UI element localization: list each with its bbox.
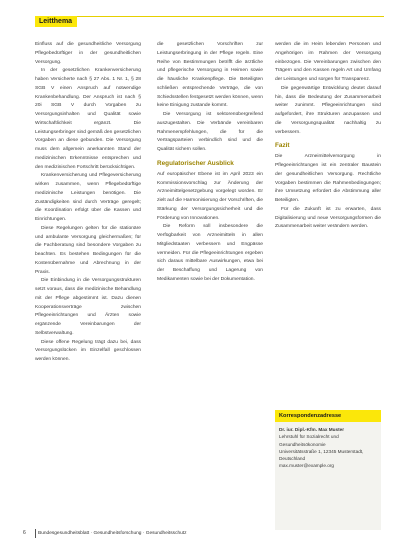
paragraph: Die gegenwärtige Entwicklung deutet darauf hin, dass die Bedeutung der Zusammenarbeit weiter zunimmt. Pflegeeinrichtungen sind aufgefordert, ihre Strukturen anzupassen und die Versorgungsqualität nachhaltig zu verbessern. bbox=[275, 85, 381, 135]
paragraph: Die Reform soll insbesondere die Verfügbarkeit von Arzneimitteln in allen Mitgliedstaaten verbessern und Engpässe vermeiden. Für die Pflegeeinrichtungen ergeben sich daraus mittelbare Auswirkungen, etwa bei der Beschaffung und Lagerung von Medikamenten sowie bei der Dokumentation. bbox=[157, 224, 263, 282]
author-affiliation: Lehrstuhl für Sozialrecht und Gesundheitsökonomie bbox=[279, 434, 339, 447]
correspondence-heading: Korrespondenzadresse bbox=[275, 410, 381, 422]
journal-name: Bundesgesundheitsblatt · Gesundheitsforschung · Gesundheitsschutz bbox=[38, 531, 187, 536]
section-tag: Leitthema bbox=[35, 16, 77, 27]
paragraph: Die Versorgung ist sektorenübergreifend auszugestalten. Die Verbände vereinbaren Rahmenempfehlungen, die für die Vertragsparteien verbindlich sind und die Qualität sichern sollen. bbox=[157, 112, 263, 152]
paragraph: Diese Regelungen gelten für die stationäre und ambulante Versorgung gleichermaßen; für die Fachberatung sind besondere Vorgaben zu beachten. Es bestehen Bedingungen für die Kostenübernahme und Abrechnung in der Praxis. bbox=[35, 225, 141, 275]
paragraph: Für die Zukunft ist zu erwarten, dass Digitalisierung und neue Versorgungsformen die Zusammenarbeit weiter verändern werden. bbox=[275, 206, 381, 230]
column-2 bbox=[157, 41, 263, 285]
correspondence-box bbox=[275, 410, 381, 530]
paragraph: Die Arzneimittelversorgung in Pflegeeinrichtungen ist ein zentraler Baustein der gesundheitlichen Versorgung. Rechtliche Vorgaben bestimmen die Rahmenbedingungen; ihre Umsetzung erfordert die Abstimmung aller Beteiligten. bbox=[275, 154, 381, 203]
paragraph: Auf europäischer Ebene ist im April 2023 ein Kommissionsvorschlag zur Änderung der Arzneimittelgesetzgebung vorgelegt worden. Er zielt auf die Harmonisierung der Vorschriften, die Stärkung der Versorgungssicherheit und die Förderung von Innovationen. bbox=[157, 171, 263, 221]
paragraph: Einfluss auf die gesundheitliche Versorgung Pflegebedürftiger in der gesundheitlichen Versorgung. bbox=[35, 42, 141, 65]
header-rule bbox=[77, 16, 384, 28]
author-name: Dr. iur. Dipl.-Kfm. Max Muster bbox=[279, 427, 345, 432]
page-number: 6 bbox=[23, 530, 26, 536]
section-heading: Regulatorischer Ausblick bbox=[157, 159, 234, 167]
correspondence-body bbox=[275, 422, 381, 474]
paragraph: Krankenversicherung und Pflegeversicherung wirken zusammen, wenn Pflegebedürftige medizinische Leistungen benötigen. Die Zuständigkeiten sind durch Verträge geregelt; die Koordination erfolgt über die Kassen und Einrichtungen. bbox=[35, 173, 141, 222]
author-email[interactable]: max.muster@example.org bbox=[279, 463, 335, 469]
paragraph: die gesetzlichen Vorschriften zur Leistungserbringung in der Pflege regeln. Eine Reihe von Bestimmungen betrifft die ärztliche und pflegerische Versorgung in Heimen sowie die häusliche Krankenpflege. Die Beteiligten schließen entsprechende Verträge, die von Schiedsstellen festgesetzt werden können, wenn keine Einigung zustande kommt. bbox=[157, 42, 263, 109]
paragraph: Die Einbindung in die Versorgungsstrukturen setzt voraus, dass die medizinische Behandlung mit der Pflege abgestimmt ist. Dazu dienen Kooperationsverträge zwischen Pflegeeinrichtungen und Ärzten sowie ergänzende Vereinbarungen der Selbstverwaltung. bbox=[35, 278, 141, 336]
footer-divider bbox=[35, 529, 36, 538]
paragraph: Diese offene Regelung trägt dazu bei, dass Versorgungslücken im Einzelfall geschlossen werden können. bbox=[35, 339, 141, 362]
column-1 bbox=[35, 41, 141, 365]
paragraph: In der gesetzlichen Krankenversicherung haben Versicherte nach § 27 Abs. 1 Nr. 1, § 28 SGB V einen Anspruch auf notwendige Krankenbehandlung. Der Anspruch ist nach § 20i SGB V durch Vorgaben zu Versorgungsinhalten und Qualität sowie Wirtschaftlichkeit ergänzt. Die Leistungserbringer sind gemäß den gesetzlichen Vorgaben an diese gebunden. Die Versorgung muss dem allgemein anerkannten Stand der medizinischen Erkenntnisse entsprechen und den medizinischen Fortschritt berücksichtigen. bbox=[35, 68, 141, 170]
paragraph: werden die im Heim lebenden Personen und Angehörigen im Rahmen der Versorgung einbezogen. Die Vereinbarungen zwischen den Trägern und den Kassen regeln Art und Umfang der Leistungen und sorgen für Transparenz. bbox=[275, 42, 381, 82]
section-heading: Fazit bbox=[275, 142, 290, 150]
author-address: Universitätsstraße 1, 12345 Musterstadt, Deutschland bbox=[279, 448, 364, 462]
column-3 bbox=[275, 41, 381, 232]
